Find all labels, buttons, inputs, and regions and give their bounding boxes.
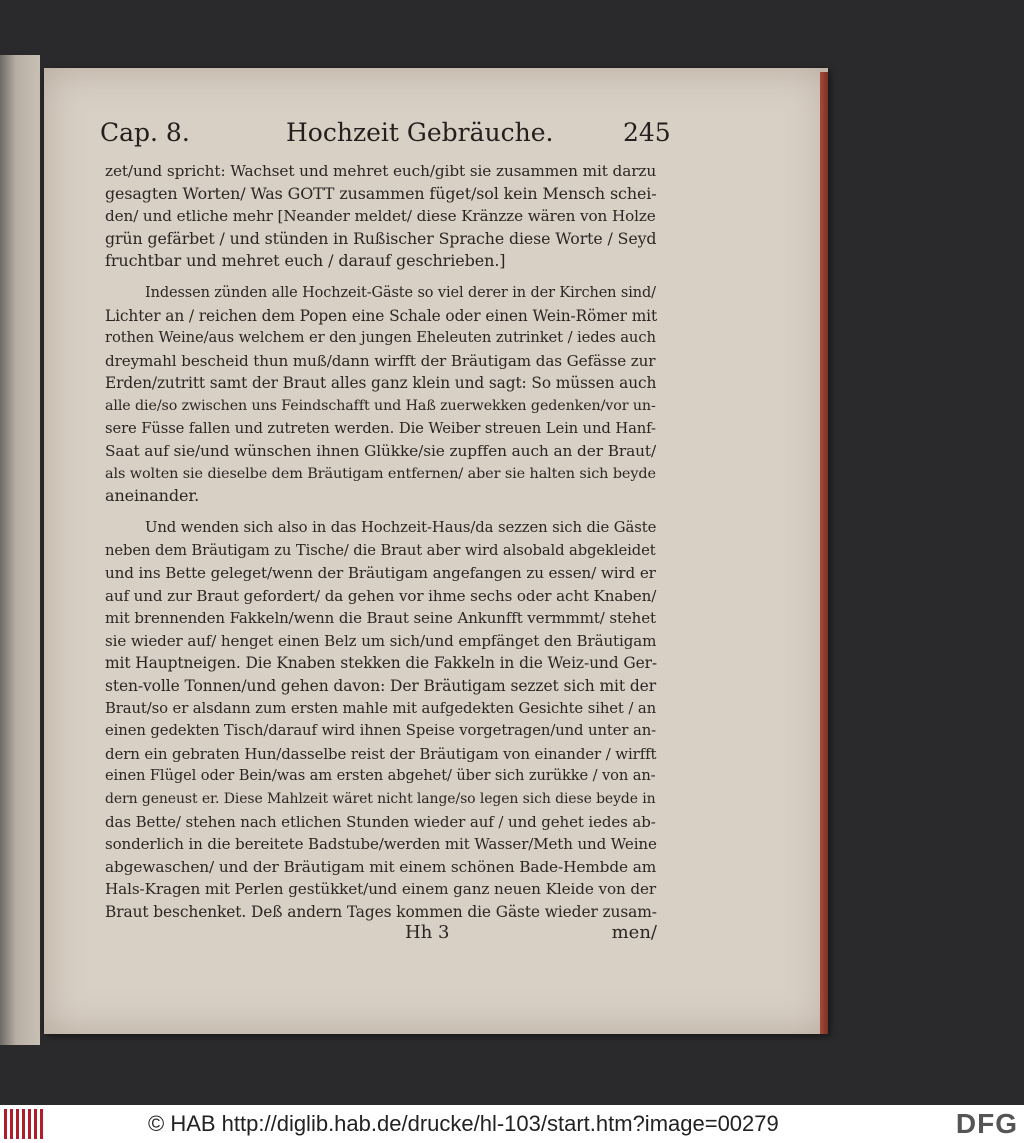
chapter-label: Cap. 8. xyxy=(100,118,190,147)
running-head xyxy=(100,118,671,154)
text-line: Hals-Kragen mit Perlen gestükket/und einem ganz neuen Kleide von der xyxy=(105,880,657,899)
copyright-link[interactable]: © HAB http://diglib.hab.de/drucke/hl-103/start.htm?image=00279 xyxy=(148,1111,779,1136)
text-line: Braut beschenket. Deß andern Tages kommen die Gäste wieder zusam- xyxy=(105,903,657,921)
dfg-logo[interactable]: DFG xyxy=(955,1108,1018,1139)
paragraph-gap xyxy=(105,273,657,282)
text-line: rothen Weine/aus welchem er den jungen Eheleuten zutrinket / iedes auch xyxy=(105,329,656,347)
text-line: Indessen zünden alle Hochzeit-Gäste so viel derer in der Kirchen sind/ xyxy=(145,284,656,301)
text-line: Lichter an / reichen dem Popen eine Schale oder einen Wein-Römer mit xyxy=(105,306,658,325)
text-line: sere Füsse fallen und zutreten werden. Die Weiber streuen Lein und Hanf- xyxy=(105,419,656,437)
text-line: den/ und etliche mehr [Neander meldet/ diese Kränzze wären von Holze xyxy=(105,207,656,226)
text-line: dern geneust er. Diese Mahlzeit wäret nicht lange/so legen sich diese beyde in xyxy=(105,791,656,808)
text-line: sie wieder auf/ henget einen Belz um sich/und empfänget den Bräutigam xyxy=(105,631,657,650)
page-number: 245 xyxy=(623,118,671,147)
text-line: einen Flügel oder Bein/was am ersten abgehet/ über sich zurükke / von an- xyxy=(105,767,656,785)
text-line: dern ein gebraten Hun/dasselbe reist der Bräutigam von einander / wirfft xyxy=(105,744,657,763)
text-line: sten-volle Tonnen/und gehen davon: Der Bräutigam sezzet sich mit der xyxy=(105,677,657,696)
text-line: sonderlich in die bereitete Badstube/werden mit Wasser/Meth und Weine xyxy=(105,835,657,854)
text-line: und ins Bette geleget/wenn der Bräutigam angefangen zu essen/ wird er xyxy=(105,564,656,583)
text-line: neben dem Bräutigam zu Tische/ die Braut aber wird alsobald abgekleidet xyxy=(105,541,656,559)
catchline xyxy=(105,922,657,948)
catchword: men/ xyxy=(611,922,657,943)
body-text xyxy=(105,160,657,924)
text-line: Erden/zutritt samt der Braut alles ganz klein und sagt: So müssen auch xyxy=(105,374,657,393)
text-line: Und wenden sich also in das Hochzeit-Haus/da sezzen sich die Gäste xyxy=(145,518,657,536)
footer-bar xyxy=(0,1105,1024,1143)
text-line: Braut/so er alsdann zum ersten mahle mit aufgedekten Gesichte sihet / an xyxy=(105,699,657,717)
signature-mark: Hh 3 xyxy=(405,922,450,943)
text-line: aneinander. xyxy=(105,486,200,506)
running-title: Hochzeit Gebräuche. xyxy=(286,118,554,147)
text-line: grün gefärbet / und stünden in Rußischer Sprache diese Worte / Seyd xyxy=(105,228,657,248)
text-line: abgewaschen/ und der Bräutigam mit einem schönen Bade-Hembde am xyxy=(105,857,657,876)
text-line: mit brennenden Fakkeln/wenn die Braut seine Ankunfft vermmmt/ stehet xyxy=(105,609,656,628)
text-line: zet/und spricht: Wachset und mehret euch/gibt sie zusammen mit darzu xyxy=(105,162,657,180)
text-line: alle die/so zwischen uns Feindschafft und Haß zuerwekken gedenken/vor un- xyxy=(105,397,656,414)
hab-logo-icon[interactable] xyxy=(4,1109,44,1139)
left-page-edge xyxy=(0,55,40,1045)
text-line: mit Hauptneigen. Die Knaben stekken die Fakkeln in die Weiz-und Ger- xyxy=(105,654,658,673)
text-line: als wolten sie dieselbe dem Bräutigam entfernen/ aber sie halten sich beyde xyxy=(105,465,656,482)
page-red-edge xyxy=(820,72,828,1034)
paragraph-gap xyxy=(105,508,657,517)
text-line: gesagten Worten/ Was GOTT zusammen füget/sol kein Mensch schei- xyxy=(105,183,657,203)
text-line: fruchtbar und mehret euch / darauf geschrieben.] xyxy=(105,251,506,271)
text-line: einen gedekten Tisch/darauf wird ihnen Speise vorgetragen/und unter an- xyxy=(105,722,657,740)
text-line: das Bette/ stehen nach etlichen Stunden wieder auf / und gehet iedes ab- xyxy=(105,812,656,831)
text-line: Saat auf sie/und wünschen ihnen Glükke/sie zupffen auch an der Braut/ xyxy=(105,442,657,461)
text-line: auf und zur Braut gefordert/ da gehen vor ihme sechs oder acht Knaben/ xyxy=(105,586,657,605)
text-line: dreymahl bescheid thun muß/dann wirfft der Bräutigam das Gefässe zur xyxy=(105,351,656,370)
